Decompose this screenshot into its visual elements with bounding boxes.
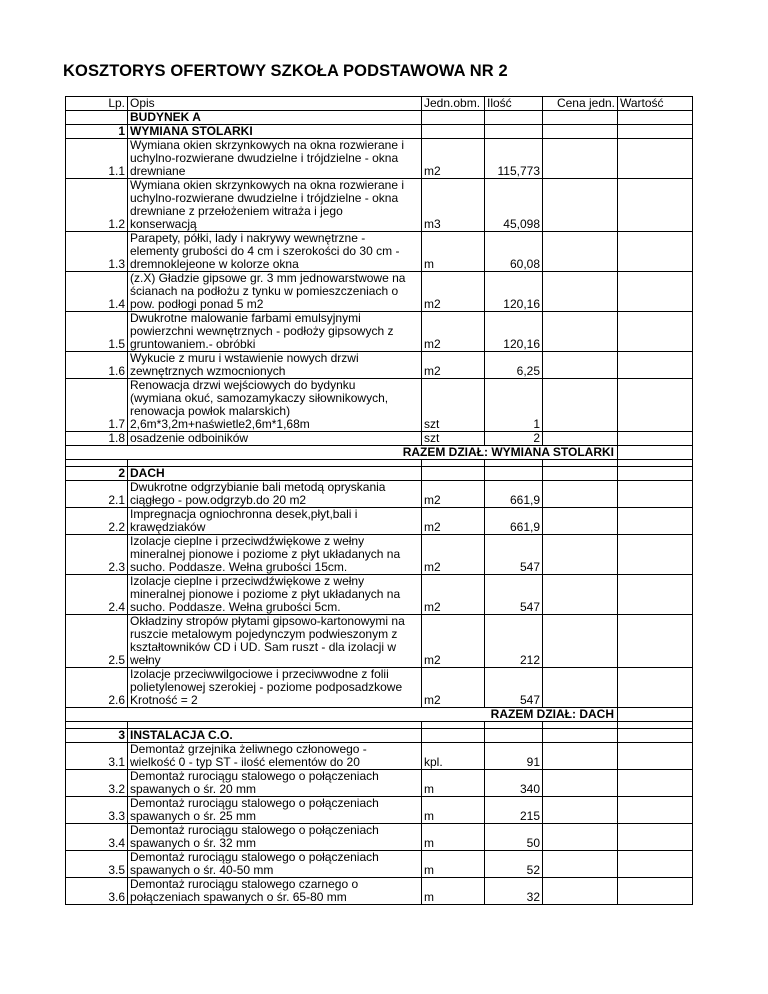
empty-cell — [543, 460, 618, 467]
description-line: Demontaż grzejnika żeliwnego członowego - — [130, 742, 367, 756]
item-lp: 3.6 — [66, 878, 128, 905]
item-lp: 1.8 — [66, 432, 128, 446]
item-description — [128, 379, 422, 432]
description-line: Dwukrotne odgrzybianie bali metodą opryskania — [130, 480, 386, 494]
description-line: zewnętrznych wzmocnionych — [130, 364, 286, 378]
description-line: Wykucie z muru i wstawienie nowych drzwi — [130, 351, 359, 365]
description-line: spawanych o śr. 40-50 mm — [130, 863, 274, 877]
item-unit-price — [543, 615, 618, 668]
item-quantity: 45,098 — [485, 179, 543, 232]
description-line: Krotność = 2 — [130, 693, 198, 707]
section-header-row — [66, 729, 693, 743]
item-description — [128, 352, 422, 379]
item-quantity: 115,773 — [485, 139, 543, 179]
item-unit: m2 — [422, 575, 485, 615]
item-quantity: 215 — [485, 797, 543, 824]
item-lp: 2.2 — [66, 508, 128, 535]
cost-estimate-table — [65, 96, 693, 905]
column-header-jedn: Jedn.obm. — [422, 97, 485, 111]
item-lp: 2.3 — [66, 535, 128, 575]
item-lp: 2.5 — [66, 615, 128, 668]
item-lp: 1.5 — [66, 312, 128, 352]
item-quantity: 60,08 — [485, 232, 543, 272]
item-unit-price — [543, 432, 618, 446]
section-header-row — [66, 467, 693, 481]
section-name: WYMIANA STOLARKI — [128, 125, 422, 139]
item-description — [128, 770, 422, 797]
description-line: 2,6m*3,2m+naświetle2,6m*1,68m — [130, 417, 310, 431]
item-lp: 2.6 — [66, 668, 128, 708]
item-value — [618, 508, 693, 535]
description-line: dremnoklejeone w kolorze okna — [130, 257, 299, 271]
item-value — [618, 272, 693, 312]
empty-cell — [485, 460, 543, 467]
item-quantity: 50 — [485, 824, 543, 851]
item-quantity: 547 — [485, 535, 543, 575]
item-unit-price — [543, 508, 618, 535]
description-line: Dwukrotne malowanie farbami emulsyjnymi — [130, 311, 361, 325]
column-header-lp: Lp. — [66, 97, 128, 111]
description-line: Demontaż rurociągu stalowego o połączeniach — [130, 823, 379, 837]
empty-cell — [485, 467, 543, 481]
item-value — [618, 179, 693, 232]
table-row — [66, 797, 693, 824]
description-line: spawanych o śr. 32 mm — [130, 836, 257, 850]
item-unit-price — [543, 179, 618, 232]
table-row — [66, 615, 693, 668]
description-line: ruszcie metalowym pojedynczym podwieszonym z — [130, 627, 398, 641]
item-unit: m3 — [422, 179, 485, 232]
item-quantity: 212 — [485, 615, 543, 668]
empty-cell — [422, 722, 485, 729]
item-description — [128, 179, 422, 232]
spacer-row — [66, 722, 693, 729]
item-unit-price — [543, 878, 618, 905]
table-row — [66, 232, 693, 272]
description-line: konserwacją — [130, 217, 197, 231]
description-line: sucho. Poddasze. Wełna grubości 15cm. — [130, 560, 348, 574]
section-summary-value — [618, 708, 693, 722]
section-summary-value — [618, 446, 693, 460]
item-description — [128, 668, 422, 708]
building-name: BUDYNEK A — [128, 111, 422, 125]
item-unit: m — [422, 878, 485, 905]
item-unit: m2 — [422, 139, 485, 179]
description-line: wełny — [130, 653, 161, 667]
item-description — [128, 481, 422, 508]
table-row — [66, 272, 693, 312]
description-line: Wymiana okien skrzynkowych na okna rozwierane i — [130, 178, 405, 192]
empty-cell — [485, 729, 543, 743]
header-row — [66, 97, 693, 111]
item-unit: m2 — [422, 508, 485, 535]
description-line: spawanych o śr. 25 mm — [130, 809, 257, 823]
item-lp: 2.4 — [66, 575, 128, 615]
section-summary-label: RAZEM DZIAŁ: WYMIANA STOLARKI — [66, 446, 618, 460]
description-line: drewniane — [130, 164, 186, 178]
item-unit: m — [422, 824, 485, 851]
description-line: (z.X) Gładzie gipsowe gr. 3 mm jednowarstwowe na — [130, 271, 406, 285]
item-lp: 1.2 — [66, 179, 128, 232]
table-row — [66, 352, 693, 379]
section-summary-row — [66, 446, 693, 460]
empty-cell — [422, 729, 485, 743]
item-value — [618, 139, 693, 179]
empty-cell — [485, 722, 543, 729]
item-quantity: 547 — [485, 668, 543, 708]
empty-cell — [618, 729, 693, 743]
item-unit: m2 — [422, 352, 485, 379]
item-unit: m2 — [422, 535, 485, 575]
item-unit: m2 — [422, 481, 485, 508]
item-unit-price — [543, 535, 618, 575]
item-unit-price — [543, 139, 618, 179]
item-value — [618, 878, 693, 905]
item-value — [618, 743, 693, 770]
item-description — [128, 851, 422, 878]
empty-cell — [618, 111, 693, 125]
table-row — [66, 824, 693, 851]
item-value — [618, 432, 693, 446]
section-number: 2 — [66, 467, 128, 481]
item-value — [618, 575, 693, 615]
item-lp: 3.5 — [66, 851, 128, 878]
item-description — [128, 615, 422, 668]
empty-cell — [485, 125, 543, 139]
table-row — [66, 743, 693, 770]
item-unit-price — [543, 797, 618, 824]
item-unit-price — [543, 824, 618, 851]
item-quantity: 661,9 — [485, 508, 543, 535]
description-line: ścianach na podłożu z tynku w pomieszczeniach o — [130, 284, 399, 298]
description-line: Demontaż rurociągu stalowego o połączeniach — [130, 796, 379, 810]
empty-cell — [128, 722, 422, 729]
table-row — [66, 878, 693, 905]
item-description — [128, 432, 422, 446]
item-value — [618, 668, 693, 708]
item-lp: 3.3 — [66, 797, 128, 824]
item-unit-price — [543, 232, 618, 272]
item-quantity: 661,9 — [485, 481, 543, 508]
item-lp: 3.4 — [66, 824, 128, 851]
item-description — [128, 508, 422, 535]
description-line: powierzchni wewnętrznych - podłoży gipsowych z — [130, 324, 394, 338]
item-value — [618, 851, 693, 878]
item-value — [618, 615, 693, 668]
section-summary-row — [66, 708, 693, 722]
item-quantity: 6,25 — [485, 352, 543, 379]
item-unit-price — [543, 352, 618, 379]
item-value — [618, 232, 693, 272]
item-lp: 2.1 — [66, 481, 128, 508]
description-line: Okładziny stropów płytami gipsowo-kartonowymi na — [130, 614, 405, 628]
item-unit: m2 — [422, 272, 485, 312]
description-line: sucho. Poddasze. Wełna grubości 5cm. — [130, 600, 341, 614]
empty-cell — [618, 460, 693, 467]
empty-cell — [422, 467, 485, 481]
empty-cell — [543, 111, 618, 125]
item-lp: 1.3 — [66, 232, 128, 272]
description-line: ciągłego - pow.odgrzyb.do 20 m2 — [130, 493, 307, 507]
empty-cell — [128, 460, 422, 467]
description-line: Izolacje cieplne i przeciwdźwiękowe z wełny — [130, 534, 365, 548]
empty-cell — [66, 722, 128, 729]
item-unit: szt — [422, 379, 485, 432]
empty-cell — [543, 722, 618, 729]
item-quantity: 32 — [485, 878, 543, 905]
table-row — [66, 139, 693, 179]
description-line: drewniane z przełożeniem witraża i jego — [130, 204, 343, 218]
description-line: osadzenie odboiników — [130, 431, 249, 445]
table-row — [66, 535, 693, 575]
item-value — [618, 379, 693, 432]
item-unit-price — [543, 481, 618, 508]
item-value — [618, 312, 693, 352]
section-number: 1 — [66, 125, 128, 139]
item-value — [618, 824, 693, 851]
item-unit: m — [422, 851, 485, 878]
item-value — [618, 535, 693, 575]
description-line: wielkość 0 - typ ST - ilość elementów do 20 — [130, 755, 360, 769]
empty-cell — [485, 111, 543, 125]
table-row — [66, 770, 693, 797]
empty-cell — [543, 729, 618, 743]
item-unit: m — [422, 797, 485, 824]
item-unit: m2 — [422, 668, 485, 708]
item-quantity: 120,16 — [485, 272, 543, 312]
column-header-wartosc: Wartość — [618, 97, 693, 111]
item-description — [128, 272, 422, 312]
item-lp: 3.1 — [66, 743, 128, 770]
section-number: 3 — [66, 729, 128, 743]
table-row — [66, 179, 693, 232]
empty-cell — [422, 125, 485, 139]
description-line: mineralnej pionowe i poziome z płyt układanych na — [130, 547, 401, 561]
item-lp: 1.7 — [66, 379, 128, 432]
table-row — [66, 379, 693, 432]
section-name: INSTALACJA C.O. — [128, 729, 422, 743]
column-header-cena: Cena jedn. — [543, 97, 618, 111]
empty-cell — [618, 722, 693, 729]
section-header-row — [66, 125, 693, 139]
description-line: Impregnacja ogniochronna desek,płyt,bali i — [130, 507, 358, 521]
building-lp-cell — [66, 111, 128, 125]
description-line: połączeniach spawanych o śr. 65-80 mm — [130, 890, 347, 904]
description-line: uchylno-rozwierane dwudzielne i trójdzielne - okna — [130, 191, 399, 205]
item-lp: 1.4 — [66, 272, 128, 312]
item-description — [128, 232, 422, 272]
item-value — [618, 797, 693, 824]
description-line: Demontaż rurociągu stalowego o połączeniach — [130, 769, 379, 783]
table-row — [66, 508, 693, 535]
item-lp: 1.1 — [66, 139, 128, 179]
table-row — [66, 668, 693, 708]
item-description — [128, 743, 422, 770]
item-unit: m2 — [422, 615, 485, 668]
table-row — [66, 312, 693, 352]
item-quantity: 547 — [485, 575, 543, 615]
item-unit-price — [543, 770, 618, 797]
description-line: Wymiana okien skrzynkowych na okna rozwierane i — [130, 138, 405, 152]
item-unit-price — [543, 379, 618, 432]
table-row — [66, 575, 693, 615]
item-unit: kpl. — [422, 743, 485, 770]
empty-cell — [422, 460, 485, 467]
column-header-ilosc: Ilość — [485, 97, 543, 111]
item-unit-price — [543, 668, 618, 708]
description-line: krawędziaków — [130, 520, 206, 534]
empty-cell — [66, 460, 128, 467]
item-quantity: 91 — [485, 743, 543, 770]
section-name: DACH — [128, 467, 422, 481]
item-unit: m2 — [422, 312, 485, 352]
description-line: polietylenowej szerokiej - poziome podposadzkowe — [130, 680, 403, 694]
description-line: gruntowaniem.- obróbki — [130, 337, 256, 351]
item-value — [618, 481, 693, 508]
item-lp: 3.2 — [66, 770, 128, 797]
item-description — [128, 878, 422, 905]
item-unit-price — [543, 851, 618, 878]
empty-cell — [543, 467, 618, 481]
item-description — [128, 797, 422, 824]
description-line: spawanych o śr. 20 mm — [130, 782, 257, 796]
item-description — [128, 575, 422, 615]
item-unit: m — [422, 770, 485, 797]
item-quantity: 52 — [485, 851, 543, 878]
item-description — [128, 312, 422, 352]
table-row — [66, 432, 693, 446]
building-row — [66, 111, 693, 125]
empty-cell — [543, 125, 618, 139]
description-line: kształtowników CD i UD. Sam ruszt - dla izolacji w — [130, 640, 397, 654]
item-description — [128, 139, 422, 179]
item-unit-price — [543, 272, 618, 312]
column-header-opis: Opis — [128, 97, 422, 111]
empty-cell — [422, 111, 485, 125]
table-row — [66, 481, 693, 508]
item-description — [128, 535, 422, 575]
item-unit-price — [543, 312, 618, 352]
document-title: KOSZTORYS OFERTOWY SZKOŁA PODSTAWOWA NR 2 — [63, 62, 508, 80]
item-description — [128, 824, 422, 851]
description-line: pow. podłogi ponad 5 m2 — [130, 297, 264, 311]
table-row — [66, 851, 693, 878]
item-lp: 1.6 — [66, 352, 128, 379]
empty-cell — [618, 125, 693, 139]
item-value — [618, 352, 693, 379]
empty-cell — [618, 467, 693, 481]
item-unit-price — [543, 575, 618, 615]
description-line: Demontaż rurociągu stalowego czarnego o — [130, 877, 359, 891]
spacer-row — [66, 460, 693, 467]
description-line: mineralnej pionowe i poziome z płyt układanych na — [130, 587, 401, 601]
description-line: Izolacje przeciwwilgociowe i przeciwwodne z folii — [130, 667, 389, 681]
item-quantity: 1 — [485, 379, 543, 432]
description-line: elementy grubości do 4 cm i szerokości do 30 cm - — [130, 244, 400, 258]
item-quantity: 120,16 — [485, 312, 543, 352]
item-quantity: 340 — [485, 770, 543, 797]
description-line: renowacja powłok malarskich) — [130, 404, 291, 418]
item-quantity: 2 — [485, 432, 543, 446]
item-unit-price — [543, 743, 618, 770]
description-line: Demontaż rurociągu stalowego o połączeniach — [130, 850, 379, 864]
description-line: uchylno-rozwierane dwudzielne i trójdzielne - okna — [130, 151, 399, 165]
description-line: (wymiana okuć, samozamykaczy siłownikowych, — [130, 391, 389, 405]
item-value — [618, 770, 693, 797]
description-line: Renowacja drzwi wejściowych do bydynku — [130, 378, 356, 392]
section-summary-label: RAZEM DZIAŁ: DACH — [66, 708, 618, 722]
description-line: Parapety, półki, lady i nakrywy wewnętrzne - — [130, 231, 366, 245]
description-line: Izolacje cieplne i przeciwdźwiękowe z wełny — [130, 574, 365, 588]
item-unit: szt — [422, 432, 485, 446]
item-unit: m — [422, 232, 485, 272]
